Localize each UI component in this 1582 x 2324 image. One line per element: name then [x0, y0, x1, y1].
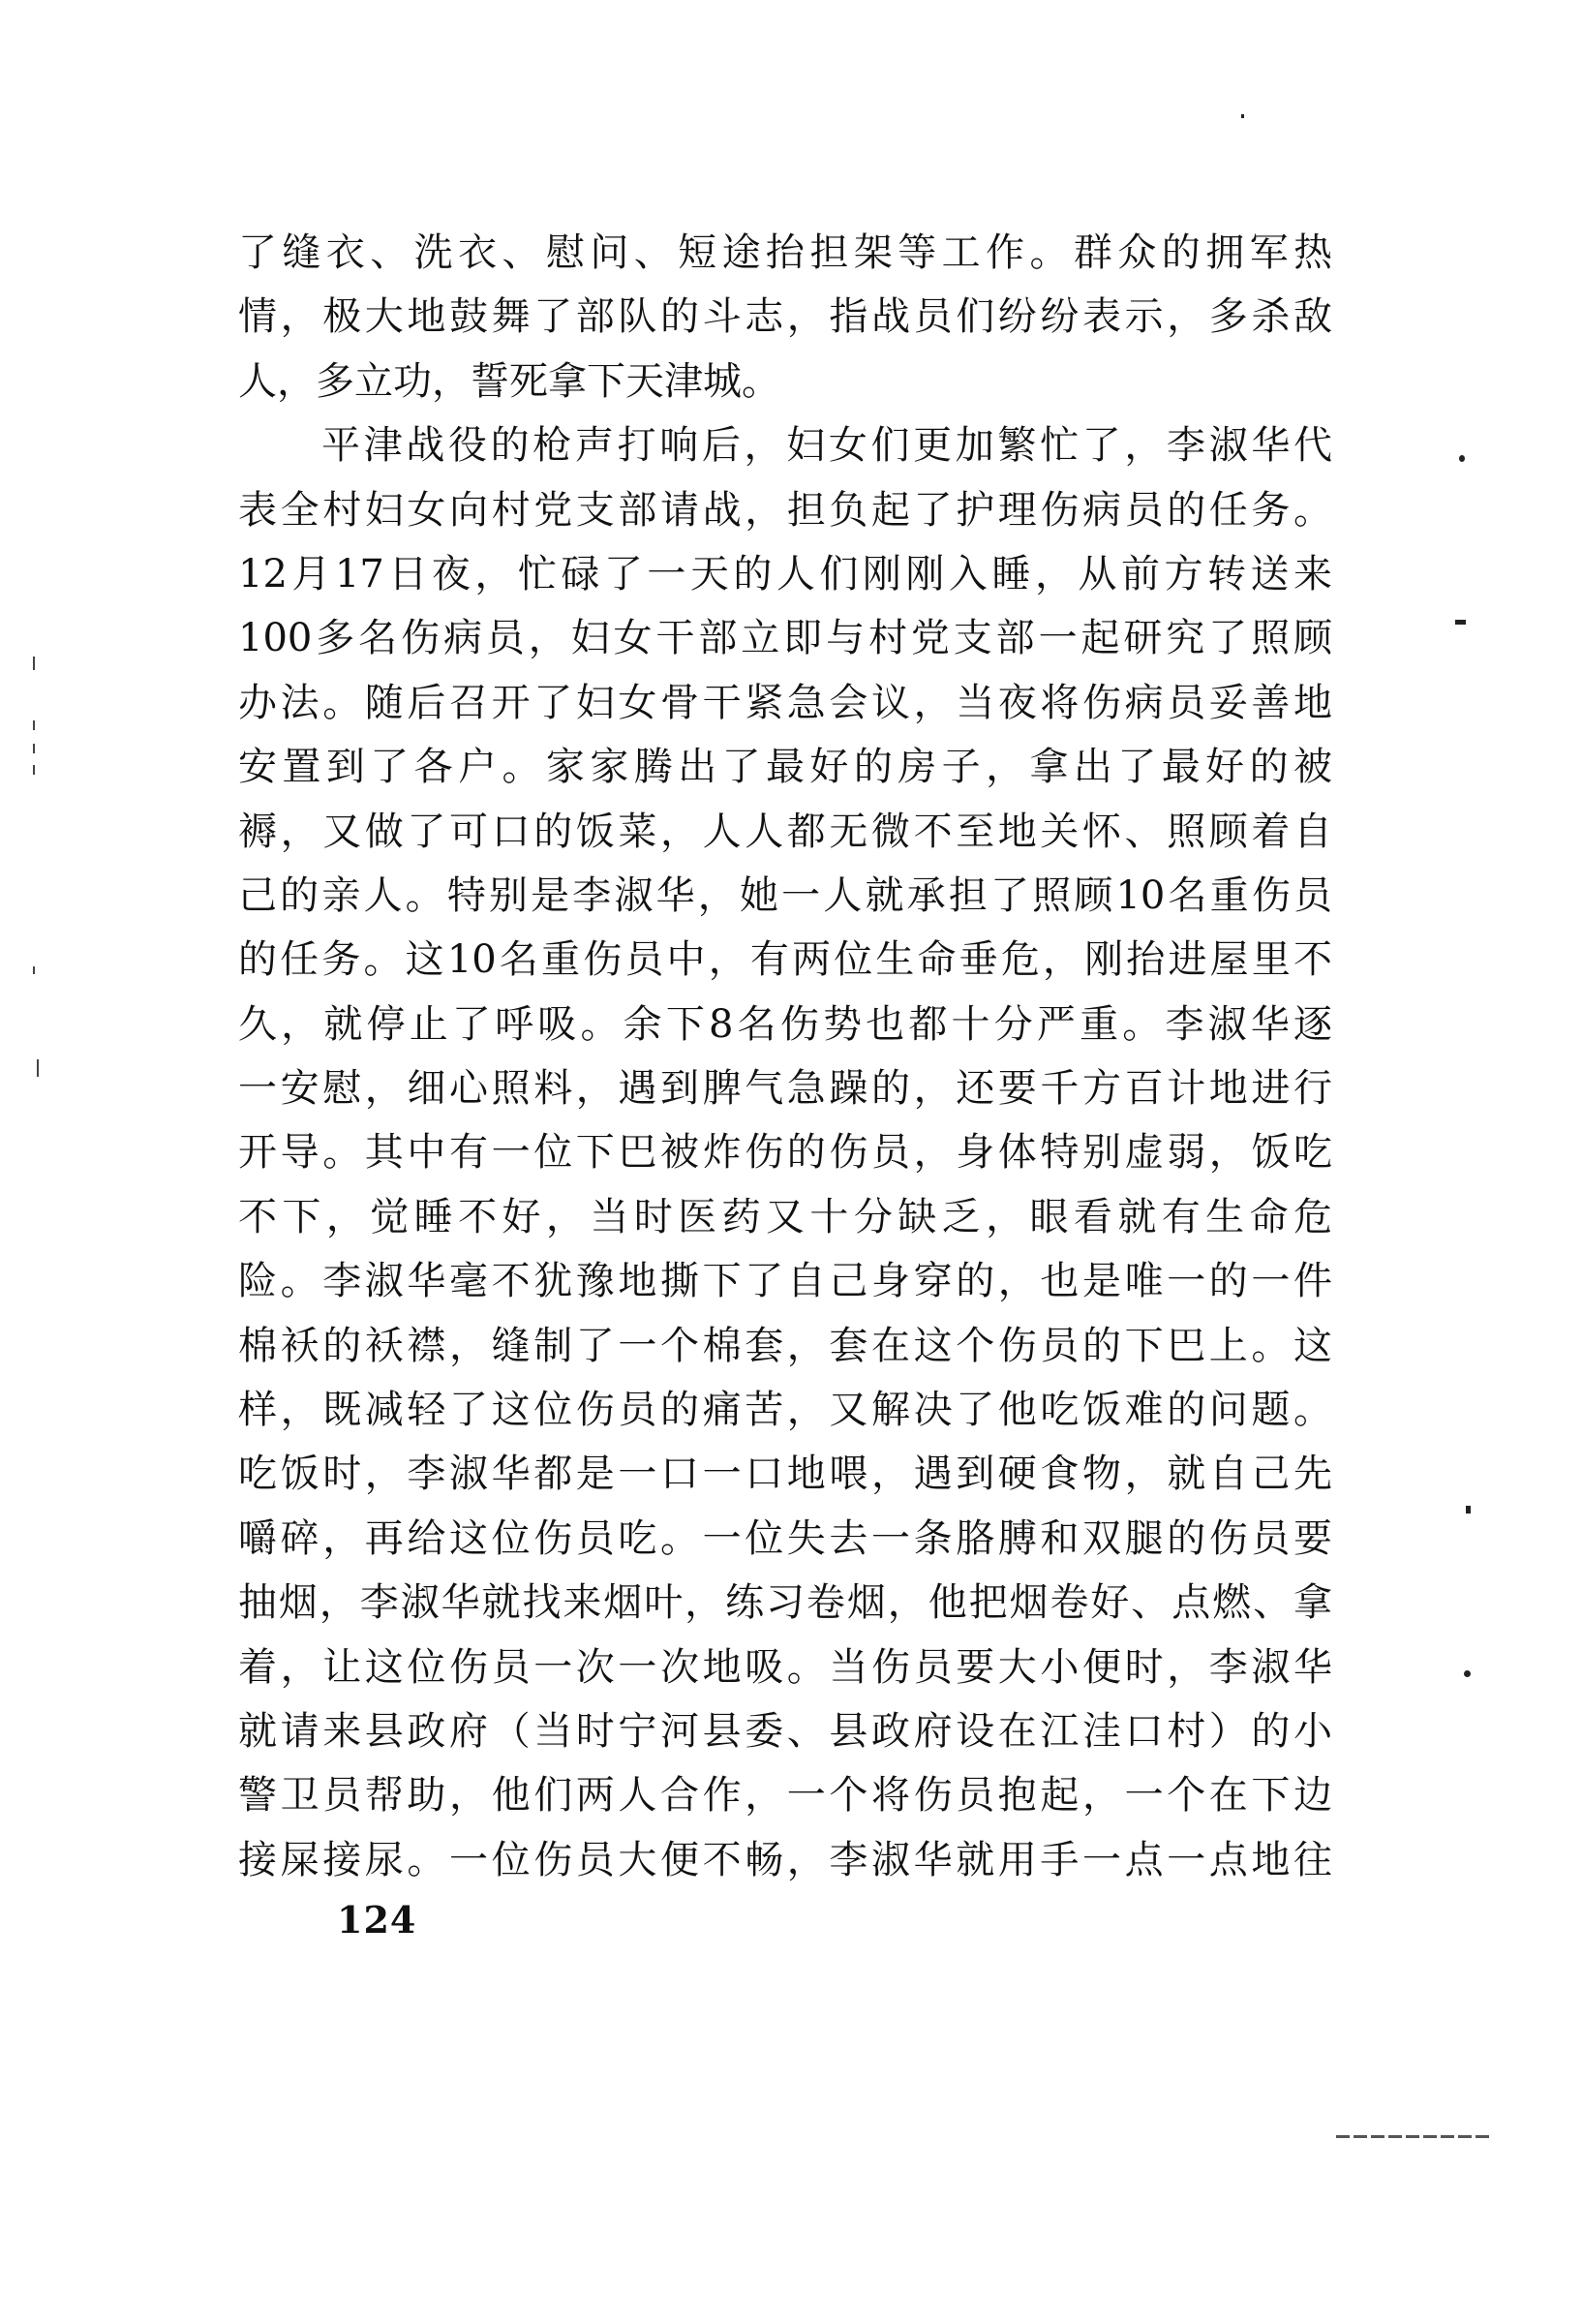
text-line: 的任务。这10名重伤员中，有两位生命垂危，刚抬进屋里不 [238, 937, 1332, 983]
scan-bottom-rule [1336, 2135, 1491, 2138]
text-line: 吃饭时，李淑华都是一口一口地喂，遇到硬食物，就自己先 [238, 1452, 1332, 1497]
text-line: 人，多立功，誓死拿下天津城。 [238, 358, 780, 404]
text-line: 险。李淑华毫不犹豫地撕下了自己身穿的，也是唯一的一件 [238, 1259, 1332, 1304]
scan-speck [1241, 114, 1244, 118]
text-line: 警卫员帮助，他们两人合作，一个将伤员抱起，一个在下边 [238, 1773, 1332, 1819]
paragraph-start-line: 平津战役的枪声打响后，妇女们更加繁忙了，李淑华代 [321, 423, 1332, 469]
text-line: 棉袄的袄襟，缝制了一个棉套，套在这个伤员的下巴上。这 [238, 1323, 1332, 1368]
text-line: 就请来县政府（当时宁河县委、县政府设在江洼口村）的小 [238, 1708, 1332, 1754]
text-line: 抽烟，李淑华就找来烟叶，练习卷烟，他把烟卷好、点燃、拿 [238, 1580, 1332, 1626]
text-line: 褥，又做了可口的饭菜，人人都无微不至地关怀、照顾着自 [238, 809, 1332, 854]
page-number: 124 [337, 1898, 417, 1942]
scan-margin-mark [33, 765, 35, 775]
text-line: 开导。其中有一位下巴被炸伤的伤员，身体特别虚弱，饭吃 [238, 1130, 1332, 1176]
text-line: 样，既减轻了这位伤员的痛苦，又解决了他吃饭难的问题。 [238, 1388, 1332, 1433]
text-line: 了缝衣、洗衣、慰问、短途抬担架等工作。群众的拥军热 [238, 230, 1332, 275]
text-line: 一安慰，细心照料，遇到脾气急躁的，还要千方百计地进行 [238, 1066, 1332, 1112]
scan-speck [1455, 620, 1466, 625]
text-line: 情，极大地鼓舞了部队的斗志，指战员们纷纷表示，多杀敌 [238, 294, 1332, 340]
body-text [238, 221, 1332, 1892]
text-line: 久，就停止了呼吸。余下8名伤势也都十分严重。李淑华逐 [238, 1001, 1332, 1047]
text-line: 办法。随后召开了妇女骨干紧急会议，当夜将伤病员妥善地 [238, 680, 1332, 725]
scan-margin-mark [33, 657, 35, 670]
text-line: 安置到了各户。家家腾出了最好的房子，拿出了最好的被 [238, 745, 1332, 790]
text-line: 100多名伤病员，妇女干部立即与村党支部一起研究了照顾 [238, 616, 1332, 661]
text-line: 接屎接尿。一位伤员大便不畅，李淑华就用手一点一点地往 [238, 1837, 1332, 1882]
scan-margin-mark [33, 744, 35, 753]
scan-margin-mark [33, 720, 35, 730]
text-line: 己的亲人。特别是李淑华，她一人就承担了照顾10名重伤员 [238, 872, 1332, 918]
text-line: 着，让这位伤员一次一次地吸。当伤员要大小便时，李淑华 [238, 1644, 1332, 1690]
text-line: 表全村妇女向村党支部请战，担负起了护理伤病员的任务。 [238, 487, 1332, 533]
text-line: 嚼碎，再给这位伤员吃。一位失去一条胳膊和双腿的伤员要 [238, 1515, 1332, 1561]
text-line: 12月17日夜，忙碌了一天的人们刚刚入睡，从前方转送来 [238, 551, 1332, 596]
scan-speck [1466, 1506, 1471, 1514]
scan-margin-mark [37, 1059, 39, 1077]
scan-speck [1459, 455, 1465, 462]
text-line: 不下，觉睡不好，当时医药又十分缺乏，眼看就有生命危 [238, 1194, 1332, 1239]
scan-speck [1464, 1670, 1471, 1677]
scan-margin-mark [33, 966, 35, 974]
